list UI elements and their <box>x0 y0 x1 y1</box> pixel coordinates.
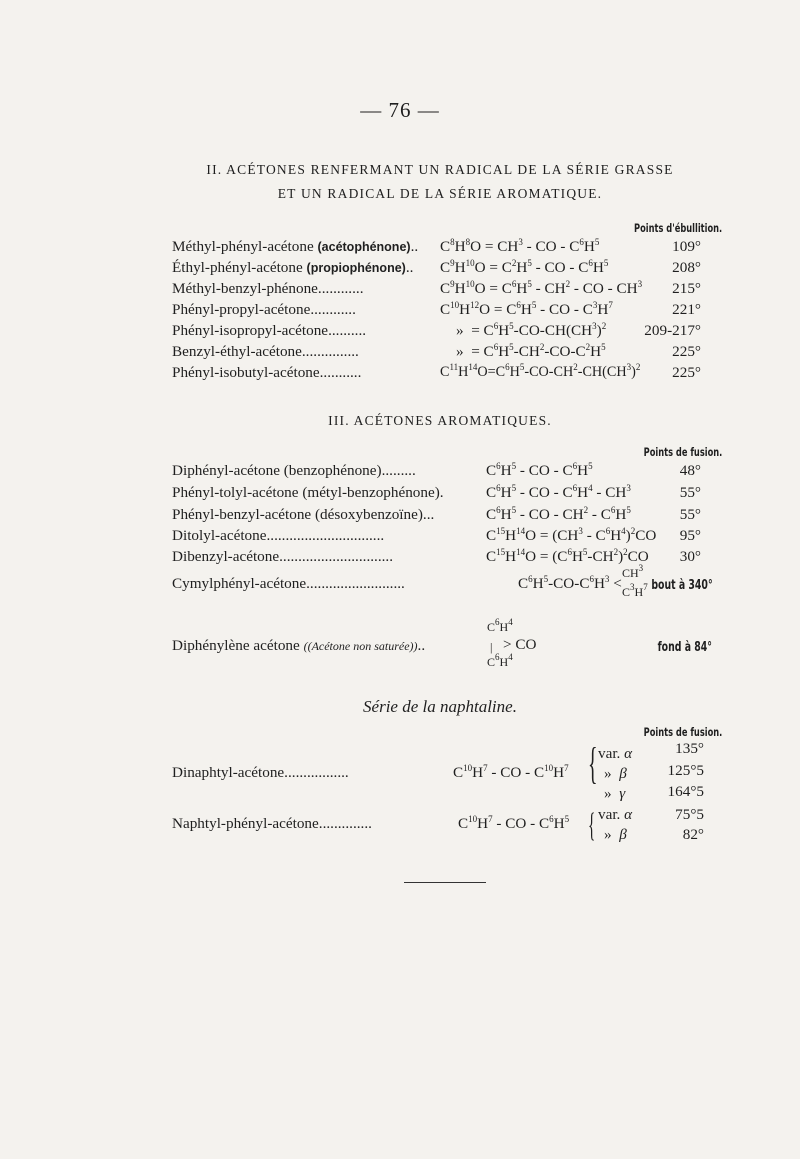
compound-name: Éthyl-phényl-acétone <box>172 259 303 276</box>
table-row <box>172 815 372 833</box>
leader-dots: ........... <box>319 364 362 381</box>
melting-point: fond à 84° <box>657 640 712 655</box>
formula-branch-upper: $CH^3$ <box>622 563 644 580</box>
formula-ring-bond: | <box>490 640 493 654</box>
variety-label: var. α <box>598 745 633 762</box>
table-row <box>172 462 416 480</box>
table-row <box>172 484 444 502</box>
leader-dots: ................. <box>284 764 349 781</box>
compound-name: Ditolyl-acétone <box>172 527 267 544</box>
formula: $C^9H^{10}O = C^6H^5 - CH^2$ - CO - $CH^3$ <box>440 279 643 297</box>
table-row <box>172 259 413 277</box>
compound-name: Méthyl-benzyl-phénone <box>172 280 318 297</box>
melting-point: 30° <box>679 548 701 565</box>
compound-name: Méthyl-phényl-acétone <box>172 238 314 255</box>
variety-label: » β <box>604 826 627 843</box>
leader-dots: .......... <box>328 322 367 339</box>
boiling-point: 225° <box>672 343 701 360</box>
melting-point: 95° <box>679 527 701 544</box>
formula-branch-lower: $C^3H^7$ <box>622 582 648 599</box>
leader-dots: ............................... <box>266 527 385 544</box>
variety-label: » β <box>604 765 627 782</box>
melting-point: 48° <box>679 462 701 479</box>
table-row <box>172 764 349 782</box>
variety-label: var. α <box>598 806 633 823</box>
table-row <box>172 364 361 382</box>
formula: $C^6H^5-CO-C^6H^3$ < <box>518 574 622 592</box>
table-row <box>172 506 434 524</box>
formula: $C^{15}H^{14}O = (CH^3 - C^6H^4)^2CO$ <box>486 526 657 544</box>
compound-name: Naphtyl-phényl-acétone <box>172 815 319 832</box>
compound-name: Diphénylène acétone <box>172 637 300 654</box>
variety-label: » γ <box>604 785 626 802</box>
boiling-point: bout à 340° <box>651 578 713 593</box>
leader-dots: ............... <box>301 343 359 360</box>
leader-dots: .. <box>405 259 414 276</box>
brace: { <box>588 807 596 844</box>
formula-ring-co: > CO <box>503 636 537 653</box>
compound-note: (propiophénone) <box>306 261 406 275</box>
compound-name: Benzyl-éthyl-acétone <box>172 343 302 360</box>
formula: $C^{15}H^{14}O = (C^6H^5-CH^2)^2CO$ <box>486 547 649 565</box>
melting-point: 164°5 <box>667 783 704 800</box>
formula-ring-upper: $C^6H^4$ <box>487 617 513 634</box>
end-rule <box>404 882 486 883</box>
leader-dots: .. <box>417 637 426 654</box>
formula: $C^6H^5$ - CO - $CH^2 - C^6H^5$ <box>486 505 631 523</box>
boiling-point: 208° <box>672 259 701 276</box>
boiling-point: 221° <box>672 301 701 318</box>
compound-name: Phényl-propyl-acétone <box>172 301 311 318</box>
table-row <box>172 548 393 566</box>
melting-point: 75°5 <box>675 806 704 823</box>
table-row <box>172 575 405 593</box>
table-row <box>172 343 359 361</box>
melting-point: 55° <box>679 484 701 501</box>
section-2-column-header: Points d'ébullition. <box>633 221 722 235</box>
boiling-point: 215° <box>672 280 701 297</box>
table-row <box>172 301 356 319</box>
leader-dots: .............................. <box>279 548 394 565</box>
leader-dots: .............. <box>318 815 372 832</box>
formula: $C^6H^5$ - CO - $C^6H^5$ <box>486 461 593 479</box>
formula-ring-lower: $C^6H^4$ <box>487 652 513 669</box>
table-row <box>172 637 425 655</box>
leader-dots: ... <box>422 506 435 523</box>
boiling-point: 109° <box>672 238 701 255</box>
formula: $C^{10}H^{12}O = C^6H^5$ - CO - $C^3H^7$ <box>440 300 613 318</box>
compound-name: Phényl-isopropyl-acétone <box>172 322 329 339</box>
brace: { <box>588 739 598 788</box>
melting-point: 55° <box>679 506 701 523</box>
melting-point: 125°5 <box>667 762 704 779</box>
table-row <box>172 280 363 298</box>
compound-note: (acétophénone) <box>317 240 411 254</box>
table-row <box>172 322 366 340</box>
naphtaline-series-title: Série de la naphtaline. <box>363 697 517 716</box>
compound-name: Cymylphényl-acétone <box>172 575 307 592</box>
compound-name: Phényl-benzyl-acétone (désoxybenzoïne) <box>172 506 423 523</box>
leader-dots: ............ <box>310 301 356 318</box>
compound-name: Phényl-isobutyl-acétone <box>172 364 320 381</box>
formula: $C^6H^5$ - CO - $C^6H^4 - CH^3$ <box>486 483 631 501</box>
naphtaline-column-header: Points de fusion. <box>643 725 722 739</box>
compound-note: ((Acétone non saturée)) <box>303 639 418 653</box>
boiling-point: 225° <box>672 364 701 381</box>
formula: » = $C^6H^5-CO-CH(CH^3)^2$ <box>456 321 607 339</box>
leader-dots: .......................... <box>306 575 405 592</box>
section-3-title: III. ACÉTONES AROMATIQUES. <box>328 413 552 428</box>
table-row <box>172 527 384 545</box>
section-3-column-header: Points de fusion. <box>643 445 722 459</box>
formula: $C^{10}H^7$ - CO - $C^{10}H^7$ <box>453 763 569 781</box>
page-number: — 76 — <box>360 98 440 122</box>
formula: » = $C^6H^5-CH^2-CO-C^2H^5$ <box>456 342 606 360</box>
compound-name: Diphényl-acétone (benzophénone) <box>172 462 382 479</box>
compound-name: Phényl-tolyl-acétone (métyl-benzophénone). <box>172 484 444 501</box>
leader-dots: ......... <box>381 462 416 479</box>
formula: $C^8H^8O = CH^3$ - CO - $C^6H^5$ <box>440 237 600 255</box>
boiling-point: 209-217° <box>644 322 701 339</box>
compound-name: Dibenzyl-acétone <box>172 548 280 565</box>
leader-dots: ............ <box>317 280 364 297</box>
melting-point: 135° <box>675 740 704 757</box>
compound-name: Dinaphtyl-acétone <box>172 764 285 781</box>
melting-point: 82° <box>682 826 704 843</box>
section-2-title-line1: II. ACÉTONES RENFERMANT UN RADICAL DE LA SÉRIE GRASSE <box>206 162 674 177</box>
formula: $C^9H^{10}O = C^2H^5$ - CO - $C^6H^5$ <box>440 258 609 276</box>
table-row <box>172 238 418 256</box>
leader-dots: .. <box>410 238 419 255</box>
section-2-title-line2: ET UN RADICAL DE LA SÉRIE AROMATIQUE. <box>277 186 603 201</box>
formula: $C^{10}H^7$ - CO - $C^6H^5$ <box>458 814 570 832</box>
formula: $C^{11}H^{14}O=C^6H^5-CO-CH^2-CH(CH^3)^2$ <box>440 362 641 380</box>
